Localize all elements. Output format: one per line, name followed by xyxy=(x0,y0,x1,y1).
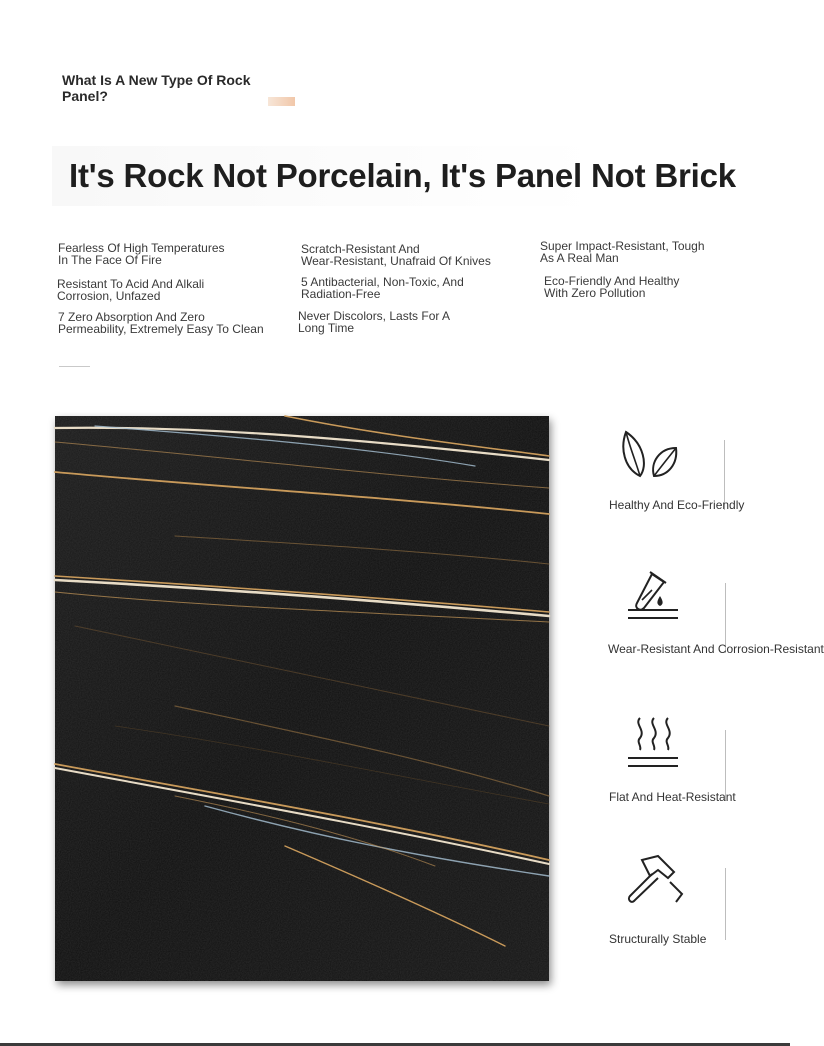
rock-panel-image xyxy=(55,416,549,981)
property-label-heat: Flat And Heat-Resistant xyxy=(609,790,736,804)
marble-texture xyxy=(55,416,549,981)
leaves-icon xyxy=(618,428,682,484)
property-label-wear: Wear-Resistant And Corrosion-Resistant xyxy=(608,642,824,656)
accent-bar xyxy=(268,97,295,106)
section-subtitle: What Is A New Type Of Rock Panel? xyxy=(62,72,251,104)
feature-zero-absorption: 7 Zero Absorption And Zero Permeability, Extremely Easy To Clean xyxy=(58,310,264,336)
section-divider xyxy=(59,366,90,367)
feature-scratch-resistant: Scratch-Resistant And Wear-Resistant, Unafraid Of Knives xyxy=(301,242,491,268)
page-headline: It's Rock Not Porcelain, It's Panel Not Brick xyxy=(52,146,738,206)
test-tube-icon xyxy=(622,568,686,624)
feature-impact-resistant: Super Impact-Resistant, Tough As A Real Man xyxy=(540,239,705,265)
feature-acid-resistant: Resistant To Acid And Alkali Corrosion, Unfazed xyxy=(57,277,205,303)
property-divider xyxy=(725,868,726,940)
feature-eco-friendly: Eco-Friendly And Healthy With Zero Pollution xyxy=(544,274,680,300)
heat-waves-icon xyxy=(622,714,686,770)
property-label-eco: Healthy And Eco-Friendly xyxy=(609,498,745,512)
feature-fire-resistant: Fearless Of High Temperatures In The Face Of Fire xyxy=(58,241,225,267)
hammer-icon xyxy=(622,852,686,908)
feature-antibacterial: 5 Antibacterial, Non-Toxic, And Radiation-Free xyxy=(301,275,464,301)
property-label-stable: Structurally Stable xyxy=(609,932,707,946)
feature-never-discolors: Never Discolors, Lasts For A Long Time xyxy=(298,309,451,335)
